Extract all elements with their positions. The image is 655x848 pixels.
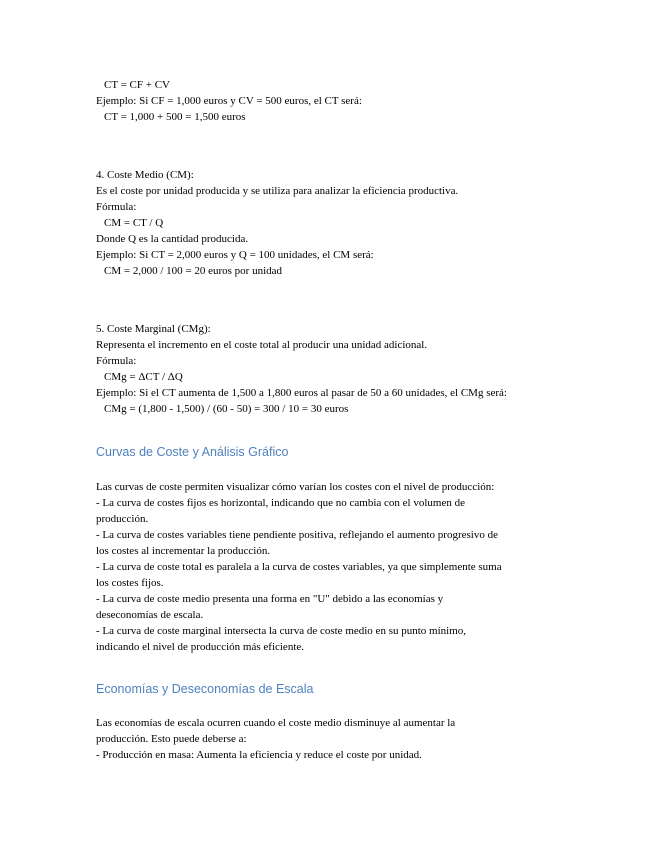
curvas-line: los costes fijos.	[96, 577, 164, 589]
curvas-line: - La curva de coste medio presenta una forma en "U" debido a las economías y	[96, 593, 444, 605]
cm-description: Es el coste por unidad producida y se utiliza para analizar la eficiencia productiva.	[96, 185, 459, 197]
economias-heading: Economías y Deseconomías de Escala	[96, 682, 314, 696]
cm-formula-label: Fórmula:	[96, 201, 137, 213]
ct-example: Ejemplo: Si CF = 1,000 euros y CV = 500 euros, el CT será:	[96, 95, 362, 107]
cmg-title: 5. Coste Marginal (CMg):	[96, 323, 211, 335]
economias-line: Las economías de escala ocurren cuando el coste medio disminuye al aumentar la	[96, 717, 456, 729]
economias-line: - Producción en masa: Aumenta la eficiencia y reduce el coste por unidad.	[96, 749, 422, 761]
curvas-line: - La curva de costes variables tiene pendiente positiva, reflejando el aumento progresivo de	[96, 529, 498, 541]
curvas-line: los costes al incrementar la producción.	[96, 545, 271, 557]
cmg-result: CMg = (1,800 - 1,500) / (60 - 50) = 300 / 10 = 30 euros	[104, 403, 349, 415]
cm-result: CM = 2,000 / 100 = 20 euros por unidad	[104, 265, 283, 277]
curvas-line: deseconomías de escala.	[96, 609, 204, 621]
cmg-description: Representa el incremento en el coste total al producir una unidad adicional.	[96, 339, 428, 351]
curvas-line: - La curva de coste marginal intersecta la curva de coste medio en su punto mínimo,	[96, 625, 467, 637]
cm-formula: CM = CT / Q	[104, 217, 164, 229]
curvas-heading: Curvas de Coste y Análisis Gráfico	[96, 445, 289, 459]
curvas-line: - La curva de costes fijos es horizontal, indicando que no cambia con el volumen de	[96, 497, 465, 509]
cm-note: Donde Q es la cantidad producida.	[96, 233, 249, 245]
ct-result: CT = 1,000 + 500 = 1,500 euros	[104, 111, 246, 123]
ct-formula: CT = CF + CV	[104, 79, 170, 91]
curvas-line: producción.	[96, 513, 149, 525]
economias-line: producción. Esto puede deberse a:	[96, 733, 247, 745]
cmg-formula-label: Fórmula:	[96, 355, 137, 367]
cmg-formula: CMg = ΔCT / ΔQ	[104, 371, 183, 383]
cm-example: Ejemplo: Si CT = 2,000 euros y Q = 100 unidades, el CM será:	[96, 249, 374, 261]
cmg-example: Ejemplo: Si el CT aumenta de 1,500 a 1,800 euros al pasar de 50 a 60 unidades, el CMg será:	[96, 387, 507, 399]
curvas-line: - La curva de coste total es paralela a la curva de costes variables, ya que simplemente suma	[96, 561, 502, 573]
curvas-intro: Las curvas de coste permiten visualizar cómo varían los costes con el nivel de producción:	[96, 481, 495, 493]
curvas-line: indicando el nivel de producción más eficiente.	[96, 641, 305, 653]
cm-title: 4. Coste Medio (CM):	[96, 169, 194, 181]
